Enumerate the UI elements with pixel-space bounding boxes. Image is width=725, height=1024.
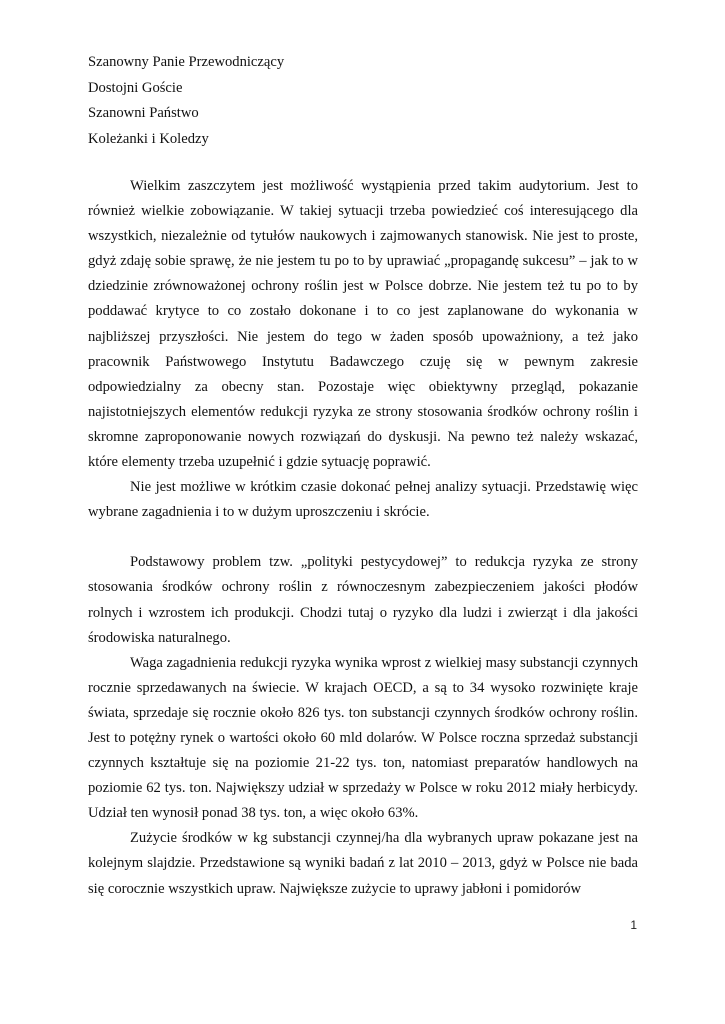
paragraph: Zużycie środków w kg substancji czynnej/ha dla wybranych upraw pokazane jest na kolejnym slajdzie. Przedstawione są wyniki badań z lat 2010 – 2013, gdyż w Polsce nie bada się corocznie wszystkich upraw. Największe zużycie to uprawy jabłoni i pomidorów — [88, 830, 638, 897]
salutation-line: Koleżanki i Koledzy — [88, 130, 209, 147]
page-number: 1 — [630, 918, 637, 932]
salutation-line: Szanowni Państwo — [88, 105, 199, 121]
salutation-block — [88, 50, 648, 152]
paragraph: Waga zagadnienia redukcji ryzyka wynika wprost z wielkiej masy substancji czynnych rocznie sprzedawanych na świecie. W krajach OECD, a są to 34 wysoko rozwinięte kraje świata, sprzedaje się rocznie około 826 tys. ton substancji czynnych środków ochrony roślin. Jest to potężny rynek o wartości około 60 mld dolarów. W Polsce roczna sprzedaż substancji czynnych kształtuje się na poziomie 21-22 tys. ton, natomiast preparatów handlowych na poziomie 62 tys. ton. Największy udział w sprzedaży w Polsce w roku 2012 miały herbicydy. Udział ten wynosił ponad 38 tys. ton, a więc około 63%. — [88, 654, 638, 822]
body-text — [88, 174, 638, 902]
paragraph: Wielkim zaszczytem jest możliwość wystąpienia przed takim audytorium. Jest to również wielkie zobowiązanie. W takiej sytuacji trzeba powiedzieć coś interesującego dla wszystkich, niezależnie od tytułów naukowych i zajmowanych stanowisk. Nie jest to proste, gdyż zdaję sobie sprawę, że nie jestem tu po to by uprawiać „propagandę sukcesu” – jak to w dziedzinie zrównoważonej ochrony roślin jest w Polsce dobrze. Nie jestem też tu po to by poddawać krytyce to co zostało dokonane i to co jest zaplanowane do wykonania w najbliższej przyszłości. Nie jestem do tego w żaden sposób upoważniony, a też jako pracownik Państwowego Instytutu Badawczego czuję się w pewnym zakresie odpowiedzialny za obecny stan. Pozostaje więc obiektywny przegląd, pokazanie najistotniejszych elementów redukcji ryzyka ze strony stosowania środków ochrony roślin i skromne zaproponowanie nowych rozwiązań do dyskusji. Na pewno też należy wskazać, które elementy trzeba uzupełnić i gdzie sytuację poprawić. — [88, 178, 638, 471]
salutation-line: Szanowny Panie Przewodniczący — [88, 54, 285, 70]
paragraph: Nie jest możliwe w krótkim czasie dokonać pełnej analizy sytuacji. Przedstawię więc wybrane zagadnienia i to w dużym uproszczeniu i skrócie. — [88, 479, 638, 521]
salutation-line: Dostojni Goście — [88, 79, 183, 96]
paragraph: Podstawowy problem tzw. „polityki pestycydowej” to redukcja ryzyka ze strony stosowania środków ochrony roślin z równoczesnym zabezpieczeniem jakości płodów rolnych i wzrostem ich produkcji. Chodzi tutaj o ryzyko dla ludzi i zwierząt i dla jakości środowiska naturalnego. — [88, 554, 638, 646]
paragraph-spacer — [88, 525, 638, 550]
